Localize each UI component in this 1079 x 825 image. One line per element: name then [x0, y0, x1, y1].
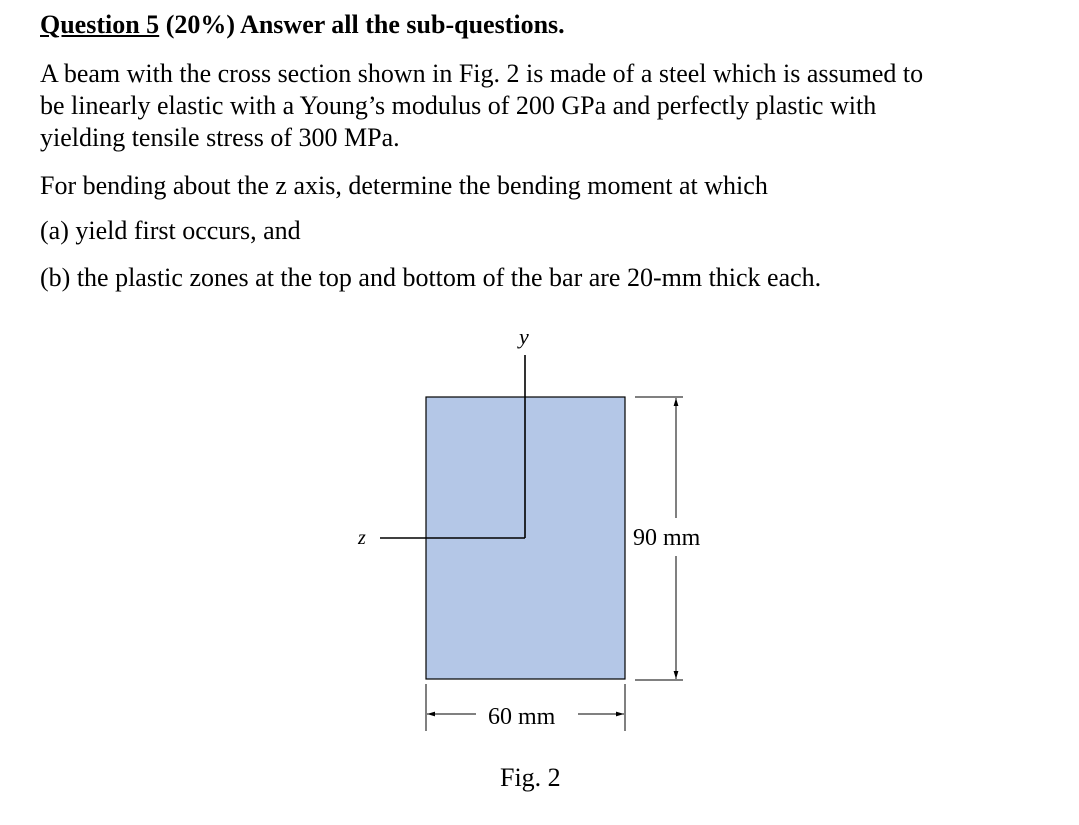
statement-line-3: yielding tensile stress of 300 MPa.: [40, 123, 400, 152]
sub-question-b: (b) the plastic zones at the top and bottom of the bar are 20-mm thick each.: [40, 263, 822, 292]
statement-line-2: be linearly elastic with a Young’s modulus of 200 GPa and perfectly plastic with: [40, 91, 877, 120]
statement-line-1: A beam with the cross section shown in Fig. 2 is made of a steel which is assumed to: [40, 59, 924, 88]
question-title: (20%) Answer all the sub-questions.: [159, 10, 565, 39]
z-axis-label: z: [358, 527, 366, 549]
height-dimension-label: 90 mm: [633, 525, 701, 551]
question-number: Question 5: [40, 10, 160, 39]
sub-question-a: (a) yield first occurs, and: [40, 216, 301, 245]
figure-caption: Fig. 2: [500, 763, 561, 792]
width-dimension-label: 60 mm: [488, 704, 556, 730]
task-intro: For bending about the z axis, determine the bending moment at which: [40, 171, 768, 200]
y-axis-label: y: [519, 324, 529, 349]
